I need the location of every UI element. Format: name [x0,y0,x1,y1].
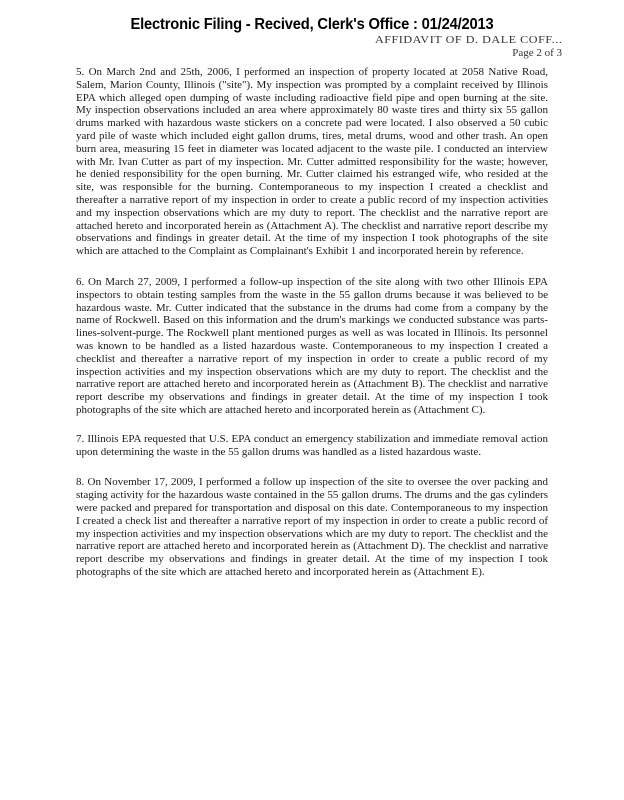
paragraph-8: 8. On November 17, 2009, I performed a follow up inspection of the site to oversee the over packing and staging activity for the hazardous waste contained in the 55 gallon drums. The drums and the gas cylinders were packed and prepared for transportation and disposal on this date. Contemporaneous to my inspection I created a check list and thereafter a narrative report of my inspection in order to create a public record of my inspection activities and my inspection observations which are my duty to report. The checklist and the narrative report are attached hereto and incorporated herein as (Attachment D). The checklist and narrative report describe my observations and findings in greater detail. At the time of my inspection I took photographs of the site which are attached hereto and incorporated herein as (Attachment E). [76,476,548,578]
paragraph-6: 6. On March 27, 2009, I performed a follow-up inspection of the site along with two other Illinois EPA inspectors to obtain testing samples from the waste in the 55 gallon drums because it was believed to be hazardous waste. Mr. Cutter indicated that the substance in the drums had come from a company by the name of Rockwell. Based on this information and the drum's markings we conducted substance was parts-lines-solvent-purge. The Rockwell plant mentioned purges as well as was located in Illinois. Its personnel was known to be handled as a listed hazardous waste. Contemporaneous to my inspection I created a checklist and thereafter a narrative report of my inspection in order to create a public record of my inspection activities and my inspection observations which are my duty to report. The checklist and the narrative report are attached hereto and incorporated herein as (Attachment B). The checklist and narrative report describe my observations and findings in greater detail. At the time of my inspection I took photographs of the site which are attached hereto and incorporated herein as (Attachment C). [76,275,548,416]
affidavit-header: AFFIDAVIT OF D. DALE COFF... [374,34,562,46]
paragraph-7: 7. Illinois EPA requested that U.S. EPA conduct an emergency stabilization and immediate removal action upon determining the waste in the 55 gallon drums was handled as a listed hazardous waste. [76,432,548,458]
document-body [76,66,548,599]
paragraph-5: 5. On March 2nd and 25th, 2006, I performed an inspection of property located at 2058 Native Road, Salem, Marion County, Illinois ("site"). My inspection was prompted by a complaint received by Illinois EPA which alleged open dumping of waste including radioactive field pipe and open burning at the site. My inspection observations included an area where approximately 80 waste tires and thirty six 55 gallon drums marked with hazardous waste stickers on a concrete pad were located. I also observed a 50 cubic yard pile of waste which included eight gallon drums, tires, metal drums, wood and other trash. An open burn area, measuring 15 feet in diameter was located adjacent to the waste pile. I conducted an interview with Mr. Ivan Cutter as part of my inspection. Mr. Cutter admitted responsibility for the waste; however, he denied responsibility for the open burning. Mr. Cutter claimed his estranged wife, who resided at the site, was responsible for the burning. Contemporaneous to my inspection I created a checklist and thereafter a narrative report of my inspection in order to create a public record of my inspection activities and my inspection observations which are my duty to report. The checklist and the narrative report are attached hereto and incorporated herein as (Attachment A). The checklist and narrative report describe my observations and findings in greater detail. At the time of my inspection I took photographs of the site which are attached to the Complaint as Complainant's Exhibit 1 and incorporated herein by reference. [76,66,548,258]
filing-stamp: Electronic Filing - Recived, Clerk's Office : 01/24/2013 [130,16,494,33]
page-number: Page 2 of 3 [512,47,562,59]
